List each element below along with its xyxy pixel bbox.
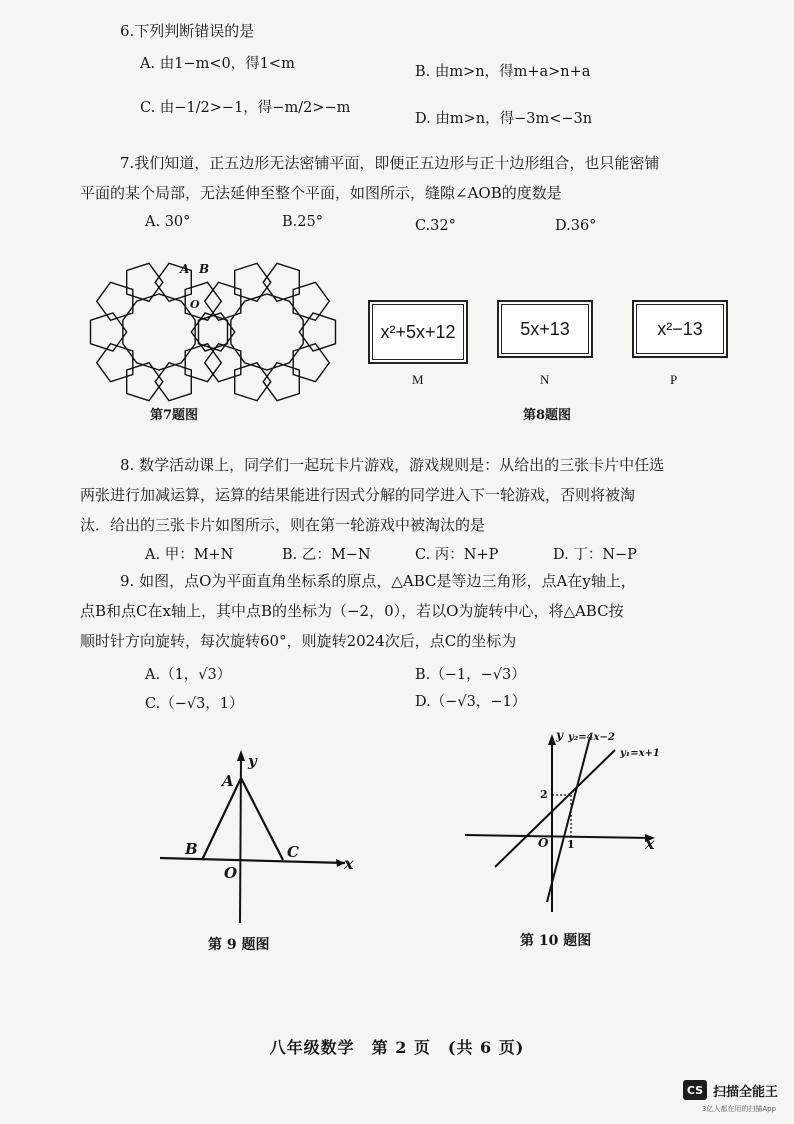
q8-option-a: A. 甲：M+N	[145, 547, 234, 563]
fig10-caption: 第 10 题图	[520, 933, 592, 949]
card-m-label: M	[412, 372, 424, 387]
fig10-label-y1: y₁=x+1	[620, 748, 660, 759]
fig7-tiling-diagram	[97, 262, 337, 402]
card-n	[497, 300, 593, 358]
q9-option-b: B.（−1，−√3）	[415, 667, 526, 683]
watermark-name: 扫描全能王	[712, 1084, 778, 1100]
fig9-label-o: O	[224, 864, 238, 882]
fig10-label-o: O	[538, 836, 549, 850]
fig9-side-ab	[202, 778, 241, 860]
q7-stem	[80, 148, 754, 208]
fig10-diagram	[465, 732, 665, 922]
q6-option-c: C. 由−1/2>−1，得−m/2>−m	[140, 100, 351, 116]
fig9-side-ac	[241, 778, 283, 860]
fig10-line-y1	[495, 750, 615, 867]
q8-line-3: 汰．给出的三张卡片如图所示，则在第一轮游戏中被淘汰的是	[80, 516, 486, 534]
fig9-label-x: x	[344, 854, 354, 873]
fig9-label-c: C	[287, 843, 299, 861]
fig7-pentagon	[235, 263, 271, 301]
fig7-decagon	[123, 294, 195, 370]
q9-option-c: C.（−√3，1）	[145, 696, 244, 712]
q9-option-d: D.（−√3，−1）	[415, 694, 527, 710]
q7-line-2: 平面的某个局部，无法延伸至整个平面，如图所示，缝隙∠AOB的度数是	[80, 184, 562, 202]
fig7-label-a: A	[180, 262, 190, 276]
fig10-y-arrow	[548, 734, 556, 745]
fig9-diagram	[155, 748, 375, 928]
fig9-label-b: B	[185, 840, 198, 858]
fig7-pentagon	[155, 363, 191, 401]
q7-option-c: C.32°	[415, 218, 456, 234]
watermark-subtitle: 3亿人都在用的扫描App	[701, 1105, 776, 1113]
q8-option-d: D. 丁：N−P	[553, 547, 637, 563]
fig7-caption: 第7题图	[150, 408, 199, 423]
q7-option-a: A. 30°	[145, 214, 191, 230]
card-n-label: N	[540, 372, 550, 387]
fig9-label-y: y	[248, 752, 257, 770]
fig9-y-arrow	[237, 750, 245, 761]
fig10-label-x: x	[645, 834, 655, 853]
q8-stem	[80, 450, 754, 540]
card-p-label: P	[670, 372, 678, 387]
page-footer: 八年级数学 第 2 页 (共 6 页)	[269, 1038, 525, 1057]
q8-line-2: 两张进行加减运算，运算的结果能进行因式分解的同学进入下一轮游戏，否则将被淘	[80, 486, 636, 504]
card-p-expr: x²−13	[657, 318, 703, 339]
fig10-label-y: y	[556, 728, 563, 742]
fig10-x-axis	[465, 835, 650, 838]
fig7-pentagon	[127, 263, 163, 301]
card-p	[632, 300, 728, 358]
fig7-pentagon	[263, 363, 299, 401]
camscanner-logo-icon: CS	[683, 1080, 707, 1100]
scanner-watermark	[683, 1080, 778, 1100]
card-m-expr: x²+5x+12	[380, 321, 456, 342]
q7-option-d: D.36°	[555, 218, 597, 234]
q9-stem	[80, 566, 754, 656]
q7-option-b: B.25°	[282, 214, 323, 230]
q8-line-1: 8. 数学活动课上，同学们一起玩卡片游戏，游戏规则是：从给出的三张卡片中任选	[120, 456, 665, 474]
q6-option-b: B. 由m>n，得m+a>n+a	[415, 64, 591, 80]
fig7-decagon	[231, 294, 303, 370]
card-m	[368, 300, 468, 364]
q7-line-1: 7.我们知道，正五边形无法密铺平面，即便正五边形与正十边形组合，也只能密铺	[120, 154, 660, 172]
fig9-x-axis	[160, 858, 345, 863]
fig8-caption: 第8题图	[523, 408, 572, 423]
q9-line-3: 顺时针方向旋转，每次旋转60°，则旋转2024次后，点C的坐标为	[80, 632, 517, 650]
q9-line-1: 9. 如图，点O为平面直角坐标系的原点，△ABC是等边三角形，点A在y轴上，	[120, 572, 636, 590]
fig10-line-y2	[547, 737, 590, 902]
q8-option-c: C. 丙：N+P	[415, 547, 499, 563]
fig10-label-1: 1	[567, 838, 575, 851]
fig10-label-2: 2	[540, 788, 548, 801]
fig7-label-b: B	[199, 262, 210, 276]
q6-option-d: D. 由m>n，得−3m<−3n	[415, 111, 593, 127]
q8-option-b: B. 乙：M−N	[282, 547, 371, 563]
q6-option-a: A. 由1−m<0，得1<m	[140, 56, 295, 72]
card-n-expr: 5x+13	[520, 318, 570, 339]
q9-line-2: 点B和点C在x轴上，其中点B的坐标为（−2，0），若以O为旋转中心，将△ABC按	[80, 602, 624, 620]
fig9-caption: 第 9 题图	[208, 937, 270, 953]
q9-option-a: A.（1，√3）	[145, 667, 232, 683]
fig10-label-y2: y₂=4x−2	[568, 732, 615, 743]
fig9-label-a: A	[222, 772, 234, 790]
q6-stem: 6.下列判断错误的是	[120, 22, 255, 40]
fig7-label-o: O	[190, 298, 200, 311]
